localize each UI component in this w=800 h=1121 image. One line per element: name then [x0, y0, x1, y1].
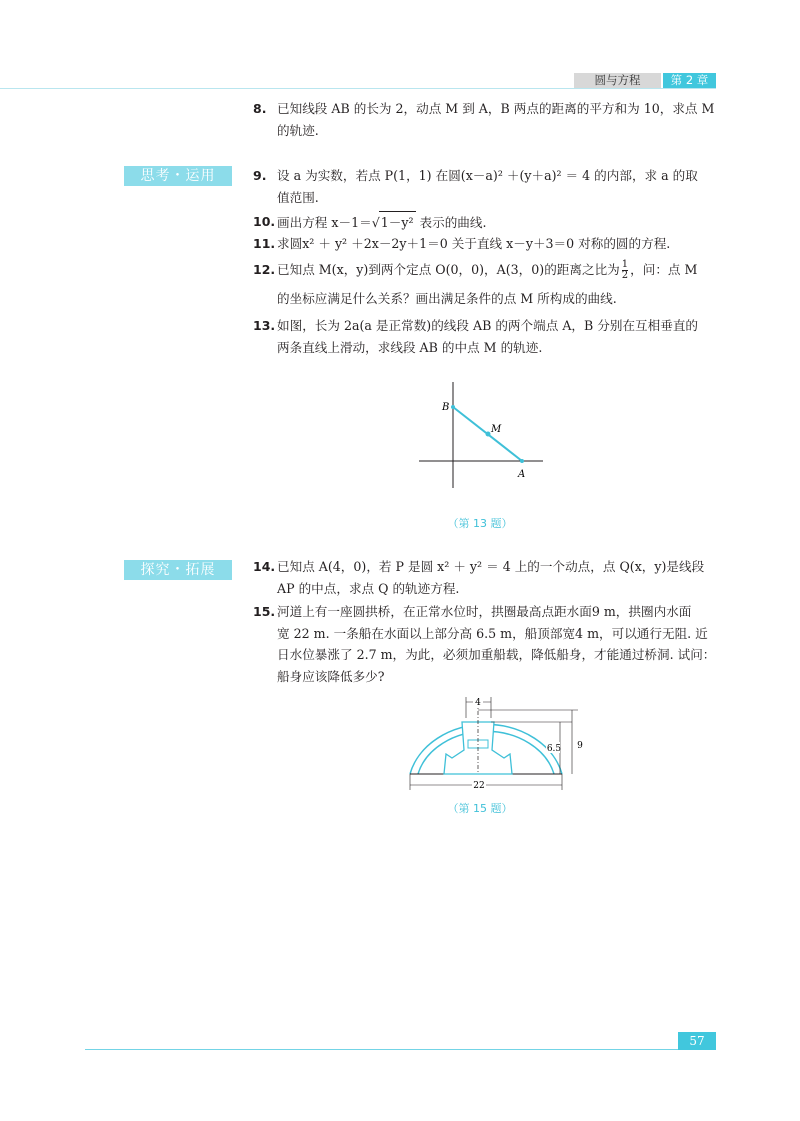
- figure-15-caption: （第 15 题）: [447, 802, 513, 815]
- problem-number: 8.: [253, 101, 267, 116]
- problem-text: 求圆x² ＋ y² ＋2x－2y＋1＝0 关于直线 x－y＋3＝0 对称的圆的方程.: [277, 236, 671, 251]
- problem-text-cont: 的轨迹.: [277, 122, 319, 138]
- section-tag-explore-extend: 探究・拓展: [124, 560, 232, 580]
- label-m: M: [491, 424, 502, 435]
- problem-9: [253, 165, 723, 208]
- problem-number: 11.: [253, 236, 276, 251]
- problem-number: 13.: [253, 318, 276, 333]
- label-b: B: [442, 402, 450, 413]
- header-rule: [0, 88, 716, 89]
- problem-8: [253, 98, 723, 141]
- problem-text-cont: 宽 22 m. 一条船在水面以上部分高 6.5 m，船顶部宽4 m，可以通行无阻. 近: [277, 625, 708, 641]
- problem-10: [253, 211, 723, 234]
- problem-12: [253, 259, 723, 310]
- problem-text-cont: AP 的中点，求点 Q 的轨迹方程.: [277, 580, 460, 596]
- problem-number: 14.: [253, 559, 276, 574]
- endpoint-a-dot: [520, 459, 524, 463]
- problem-text: [277, 259, 723, 281]
- section-label: 第 2 章: [663, 73, 716, 88]
- problem-text-cont: 日水位暴涨了 2.7 m，为此，必须加重船载，降低船身，才能通过桥洞. 试问：: [277, 647, 716, 663]
- problem-text-before: 画出方程 x－1＝: [277, 215, 372, 230]
- problem-text-cont: 两条直线上滑动，求线段 AB 的中点 M 的轨迹.: [277, 339, 543, 355]
- midpoint-m-dot: [486, 432, 491, 437]
- dim-9-label: 9: [577, 741, 583, 751]
- problem-text: 如图，长为 2a(a 是正常数)的线段 AB 的两个端点 A，B 分别在互相垂直的: [277, 318, 699, 333]
- problem-11: [253, 233, 723, 255]
- fraction-denominator: 2: [621, 270, 629, 281]
- endpoint-b-dot: [451, 405, 455, 409]
- section-tag-think-apply: 思考・运用: [124, 166, 232, 186]
- dim-22-label: 22: [473, 781, 485, 791]
- problem-number: 12.: [253, 262, 276, 277]
- problem-text-after: ，问：点 M: [630, 262, 698, 277]
- problem-text-after: 表示的曲线.: [415, 215, 487, 230]
- problem-number: 9.: [253, 168, 267, 183]
- figure-15-diagram: [400, 692, 590, 792]
- problem-15: [253, 601, 723, 687]
- problem-text: 已知点 A(4，0)，若 P 是圆 x² ＋ y² ＝ 4 上的一个动点，点 Q(x，y)是线段: [277, 559, 705, 574]
- problem-text-cont: 值范围.: [277, 189, 319, 205]
- sqrt-radicand: 1－y²: [379, 211, 416, 234]
- label-a: A: [518, 469, 526, 480]
- problem-text-cont: 船身应该降低多少?: [277, 668, 385, 684]
- problem-text-before: 已知点 M(x，y)到两个定点 O(0，0)，A(3，0)的距离之比为: [277, 262, 620, 277]
- problem-text: 设 a 为实数，若点 P(1，1) 在圆(x－a)² ＋(y＋a)² ＝ 4 的内部，求 a 的取: [277, 168, 698, 183]
- figure-13-diagram: [415, 380, 545, 490]
- problem-13: [253, 315, 723, 358]
- problem-text: 已知线段 AB 的长为 2，动点 M 到 A，B 两点的距离的平方和为 10，求点 M: [277, 101, 715, 116]
- problem-14: [253, 556, 723, 599]
- footer-rule: [85, 1049, 716, 1050]
- problem-text-cont: 的坐标应满足什么关系？画出满足条件的点 M 所构成的曲线.: [277, 291, 617, 306]
- problem-text: 画出方程 x－1＝√1－y² 表示的曲线.: [277, 211, 723, 234]
- problem-text: 河道上有一座圆拱桥，在正常水位时，拱圈最高点距水面9 m，拱圈内水面: [277, 604, 692, 619]
- problem-number: 15.: [253, 604, 276, 619]
- fraction-one-half: [622, 260, 628, 281]
- dim-6-5-label: 6.5: [546, 744, 562, 754]
- fraction-numerator: 1: [621, 259, 629, 270]
- page-number: 57: [678, 1032, 716, 1050]
- figure-13-caption: （第 13 题）: [447, 517, 513, 530]
- chapter-title: 圆与方程: [574, 73, 661, 88]
- problem-number: 10.: [253, 214, 276, 229]
- dim-4-label: 4: [475, 698, 481, 708]
